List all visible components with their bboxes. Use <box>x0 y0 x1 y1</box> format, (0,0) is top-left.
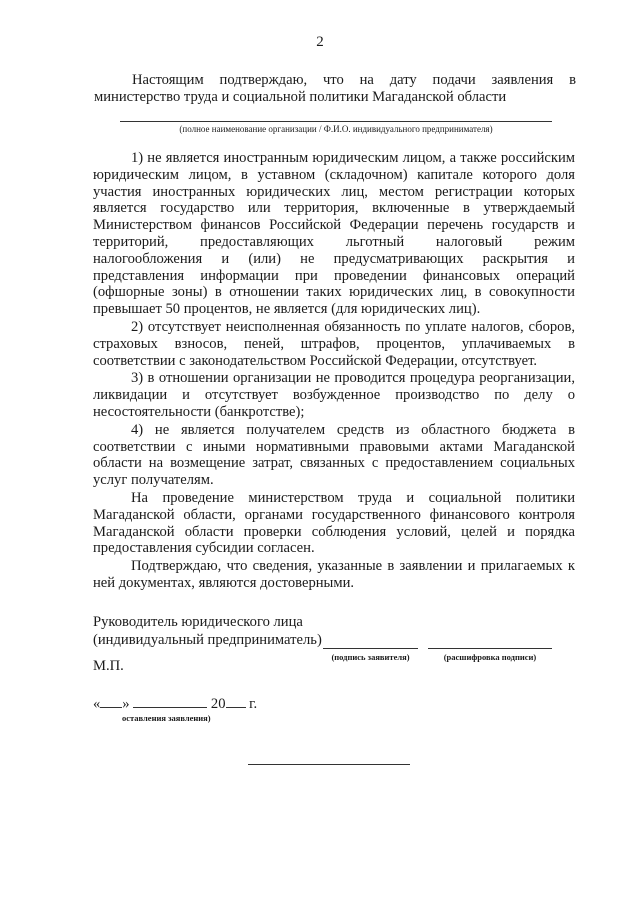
page-number: 2 <box>316 34 324 50</box>
signature-line <box>323 648 418 649</box>
day-blank <box>100 695 122 708</box>
org-name-line <box>120 121 552 122</box>
signature-decoding-line <box>428 648 552 649</box>
org-name-caption: (полное наименование организации / Ф.И.О. индивидуального предпринимателя) <box>179 124 493 134</box>
confirmation-paragraph: Подтверждаю, что сведения, указанные в заявлении и прилагаемых к ней документах, являются достоверными. <box>93 558 575 591</box>
year-suffix: г. <box>249 696 258 712</box>
signer-title: Руководитель юридического лица <box>93 614 303 630</box>
date-caption: оставления заявления) <box>122 713 211 723</box>
intro-paragraph: Настоящим подтверждаю, что на дату подачи заявления в министерство труда и социальной политики Магаданской области <box>94 72 576 105</box>
statement-paragraph: 2) отсутствует неисполненная обязанность по уплате налогов, сборов, страховых взносов, пеней, штрафов, процентов, уплачиваемых в соответствии с законодательством Российской Федерации, отсутствует. <box>93 318 575 369</box>
bottom-divider <box>248 764 410 765</box>
statement-paragraph: 4) не является получателем средств из областного бюджета в соответствии с иными нормативными правовыми актами Магаданской области на возмещение затрат, связанных с предоставлением социальных услуг получателям. <box>93 421 575 489</box>
signature-caption: (подпись заявителя) <box>331 652 410 662</box>
stamp-place-label: М.П. <box>93 658 124 674</box>
year-prefix: 20 <box>210 696 226 712</box>
month-blank <box>133 695 207 708</box>
date-field <box>93 695 257 713</box>
statements-body <box>93 150 575 593</box>
consent-paragraph: На проведение министерством труда и социальной политики Магаданской области, органами государственного финансового контроля Магаданской области проверки соблюдения условий, целей и порядка предоставления субсидии согласен. <box>93 489 575 557</box>
signer-subtitle: (индивидуальный предприниматель) <box>93 632 322 648</box>
date-open-quote: « <box>93 696 101 712</box>
date-close-quote: » <box>122 696 130 712</box>
statement-paragraph: 1) не является иностранным юридическим лицом, а также российским юридическим лицом, в уставном (складочном) капитале которого доля участия иностранных юридических лиц, местом регистрации которых является государство или территория, включенные в утверждаемый Министерством финансов Российской Федерации перечень государств и территорий, предоставляющих льготный налоговый режим налогообложения и (или) не предусматривающих раскрытия и представления информации при проведении финансовых операций (офшорные зоны) в отношении таких юридических лиц, в совокупности превышает 50 процентов, не является (для юридических лиц). <box>93 150 575 318</box>
statement-paragraph: 3) в отношении организации не проводится процедура реорганизации, ликвидации и отсутствует возбужденное производство по делу о несостоятельности (банкротстве); <box>93 370 575 420</box>
year-blank <box>226 695 246 708</box>
signature-decoding-caption: (расшифровка подписи) <box>443 652 537 662</box>
